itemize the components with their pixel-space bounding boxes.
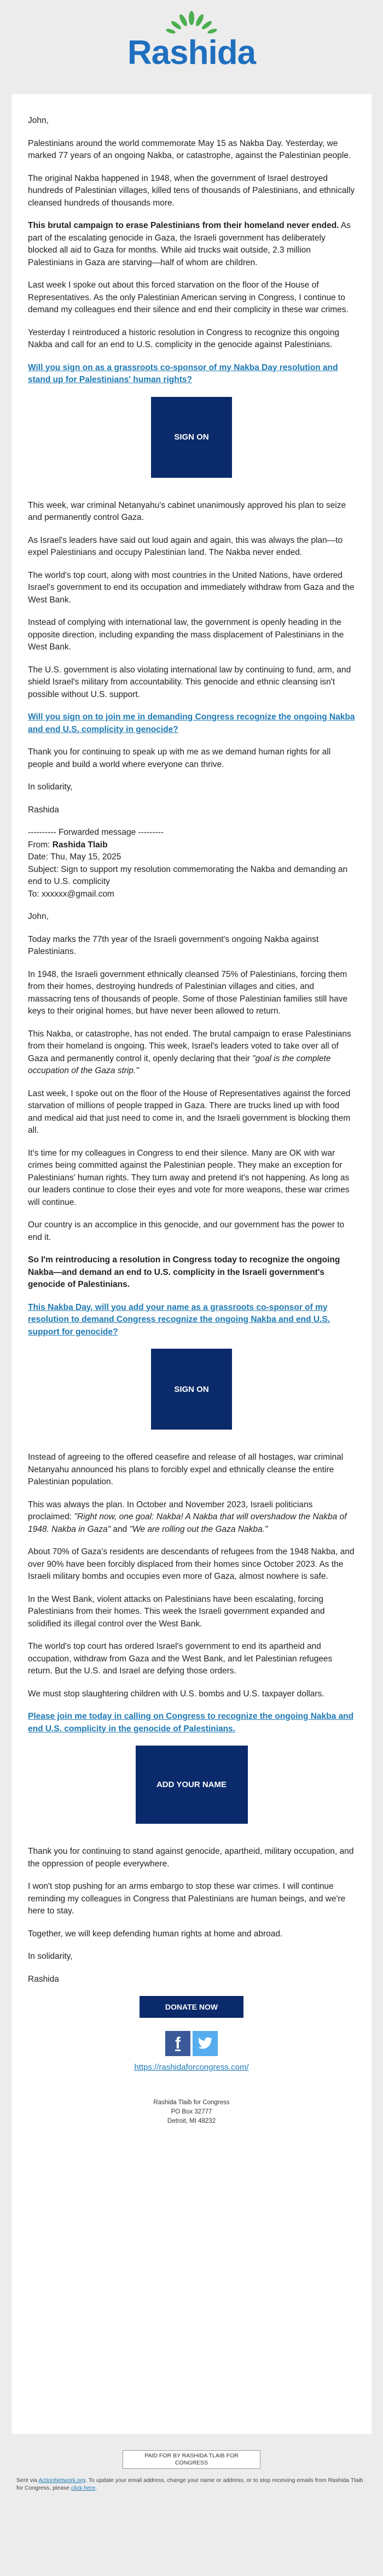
unsub-text: . bbox=[95, 2485, 97, 2491]
paragraph: Thank you for continuing to speak up with me as we demand human rights for all people and build a world where everyone can thrive. bbox=[28, 747, 331, 769]
paragraph-text: This was always the plan. In October and November 2023, Israeli politicians proclaimed: bbox=[28, 1500, 313, 1521]
salutation: John, bbox=[28, 912, 49, 921]
paragraph: Palestinians around the world commemorate May 15 as Nakba Day. Yesterday, we marked 77 years of an ongoing Nakba, or catastrophe, against the Palestinian people. bbox=[28, 138, 351, 160]
paragraph: Instead of complying with international law, the government is openly heading in the opposite direction, including expanding the mass displacement of Palestinians in the West Bank. bbox=[28, 618, 344, 652]
signature: Rashida bbox=[28, 805, 59, 815]
paragraph: It's time for my colleagues in Congress to end their silence. Many are OK with war crimes being committed against the Palestinian people. They make an exception for Palestinians' human rights. They turn away and pretend it's not happening. As long as our leaders continue to close their eyes and vote for more weapons, these war crimes will continue. bbox=[28, 1148, 350, 1207]
bold-text: So I'm reintroducing a resolution in Congress today to recognize the ongoing Nakba—and demand an end to U.S. complicity in the Israeli government's genocide of Palestinians. bbox=[28, 1255, 340, 1289]
quote-text: "goal is the complete occupation of the Gaza strip." bbox=[28, 1053, 331, 1075]
signature: Rashida bbox=[28, 1974, 59, 1984]
social-links bbox=[28, 2031, 355, 2056]
email-header bbox=[0, 0, 383, 82]
forward-separator: ---------- Forwarded message --------- bbox=[28, 828, 164, 837]
paragraph: About 70% of Gaza's residents are descendants of refugees from the 1948 Nakba, and over 90% have been forcibly displaced from their homes since October 2023. As the Israeli military bombs and occupies even more of Gaza, almost nowhere is safe. bbox=[28, 1547, 355, 1581]
donate-button[interactable]: DONATE NOW bbox=[140, 1996, 243, 2018]
quote-text: "Right now, one goal: Nakba! A Nakba that will overshadow the Nakba of 1948. Nakba in Gaza" bbox=[28, 1512, 347, 1534]
forward-from bbox=[28, 839, 355, 852]
quote-text: "We are rolling out the Gaza Nakba." bbox=[129, 1524, 268, 1534]
paragraph: Today marks the 77th year of the Israeli government's ongoing Nakba against Palestinians. bbox=[28, 934, 319, 956]
paragraph: I won't stop pushing for an arms embargo to stop these war crimes. I will continue reminding my colleagues in Congress that Palestinians are human beings, and we're here to stay. bbox=[28, 1882, 346, 1916]
donate-row bbox=[28, 1996, 355, 2018]
paragraph: In the West Bank, violent attacks on Palestinians have been escalating, forcing Palestinians from their homes. This week the Israeli government expanded and solidified its illegal control over the West Bank. bbox=[28, 1594, 325, 1629]
paragraph bbox=[28, 1254, 355, 1291]
website-link-row bbox=[28, 2063, 355, 2072]
unsubscribe-link[interactable]: click here bbox=[71, 2485, 96, 2491]
leaf-icon bbox=[161, 10, 222, 37]
join-link[interactable]: Will you sign on to join me in demanding Congress recognize the ongoing Nakba and end U.S. complicity in genocide? bbox=[28, 712, 355, 734]
paragraph: As Israel's leaders have said out loud again and again, this was always the plan—to expel Palestinians and occupy Palestinian land. The Nakba never ended. bbox=[28, 535, 343, 557]
forward-subject: Subject: Sign to support my resolution commemorating the Nakba and demanding an end to U.S. complicity bbox=[28, 864, 348, 886]
paragraph: This week, war criminal Netanyahu's cabinet unanimously approved his plan to seize and permanently control Gaza. bbox=[28, 500, 346, 522]
signoff: In solidarity, bbox=[28, 782, 73, 792]
add-your-name-button[interactable]: ADD YOUR NAME bbox=[136, 1746, 248, 1824]
forward-to: To: xxxxxx@gmail.com bbox=[28, 889, 114, 899]
paragraph: The U.S. government is also violating international law by continuing to fund, arm, and shield Israel's military from accountability. This genocide and ethnic cleansing isn't possible without U.S. support. bbox=[28, 665, 351, 699]
unsub-text: . To update your email address, change your name or address, or to stop receiving emails from Rashida Tlaib for Congress, please bbox=[16, 2477, 363, 2491]
forward-date: Date: Thu, May 15, 2025 bbox=[28, 852, 121, 862]
facebook-icon[interactable]: f bbox=[165, 2031, 190, 2056]
add-name-link[interactable]: This Nakba Day, will you add your name as a grassroots co-sponsor of my resolution to demand Congress recognize the ongoing Nakba and end U.S. support for genocide? bbox=[28, 1302, 330, 1337]
from-label: From: bbox=[28, 840, 50, 850]
paragraph: Together, we will keep defending human rights at home and abroad. bbox=[28, 1929, 283, 1939]
signoff: In solidarity, bbox=[28, 1952, 73, 1961]
unsubscribe-notice bbox=[16, 2477, 367, 2492]
paragraph: The original Nakba happened in 1948, when the government of Israel destroyed hundreds of Palestinian villages, killed tens of thousands of Palestinians, and ethnically cleansed hundreds of thousands more. bbox=[28, 173, 355, 208]
paid-for-notice: PAID FOR BY RASHIDA TLAIB FOR CONGRESS bbox=[123, 2450, 260, 2469]
twitter-bird-icon bbox=[198, 2037, 213, 2050]
paragraph: Thank you for continuing to stand against genocide, apartheid, military occupation, and the oppression of people everywhere. bbox=[28, 1847, 354, 1869]
paragraph bbox=[28, 1302, 355, 1339]
from-name: Rashida Tlaib bbox=[52, 840, 108, 850]
paragraph bbox=[28, 1711, 355, 1735]
paragraph-text: and bbox=[111, 1524, 130, 1534]
paragraph: In 1948, the Israeli government ethnically cleansed 75% of Palestinians, forcing them from their homes, destroying hundreds of Palestinian villages and cities, and massacring tens of thousands of people. Some of those Palestinian families still have keys to their original homes, but have never been allowed to return. bbox=[28, 969, 348, 1016]
address-line: Detroit, MI 48232 bbox=[167, 2118, 216, 2124]
paragraph: Instead of agreeing to the offered ceasefire and release of all hostages, war criminal Netanyahu announced his plans to forcibly expel and ethnically cleanse the entire Palestinian population. bbox=[28, 1453, 344, 1486]
button-row bbox=[28, 1746, 355, 1824]
logo-text: Rashida bbox=[127, 33, 256, 72]
brand-logo[interactable] bbox=[127, 10, 256, 72]
website-link[interactable]: https://rashidaforcongress.com/ bbox=[134, 2063, 249, 2072]
paragraph: Yesterday I reintroduced a historic resolution in Congress to recognize this ongoing Nakba and call for an end to U.S. complicity in the genocide against Palestinians. bbox=[28, 327, 339, 349]
address-line: PO Box 32777 bbox=[171, 2109, 212, 2115]
forwarded-header bbox=[28, 827, 355, 900]
twitter-icon[interactable] bbox=[193, 2031, 218, 2056]
paragraph-text: As part of the escalating genocide in Gaza, the Israeli government has deliberately blocked all aid to Gaza for months. While aid trucks wait outside, 2.3 million Palestinians in Gaza are starving—half of whom are children. bbox=[28, 221, 351, 267]
sign-on-button-2[interactable]: SIGN ON bbox=[151, 1349, 232, 1430]
paragraph bbox=[28, 220, 355, 269]
address-line: Rashida Tlaib for Congress bbox=[153, 2099, 230, 2106]
unsub-text: Sent via bbox=[16, 2477, 39, 2484]
bold-text: This brutal campaign to erase Palestinians from their homeland never ended. bbox=[28, 221, 339, 230]
paragraph bbox=[28, 1499, 355, 1536]
paragraph bbox=[28, 362, 355, 387]
paragraph bbox=[28, 1028, 355, 1078]
button-row bbox=[28, 1349, 355, 1430]
cosponsor-link[interactable]: Will you sign on as a grassroots co-sponsor of my Nakba Day resolution and stand up for Palestinians' human rights? bbox=[28, 362, 338, 384]
email-body bbox=[11, 94, 372, 2434]
paragraph: The world's top court, along with most countries in the United Nations, have ordered Israel's government to end its occupation and immediately withdraw from Gaza and the West Bank. bbox=[28, 570, 355, 605]
salutation: John, bbox=[28, 116, 49, 125]
paragraph bbox=[28, 711, 355, 736]
paragraph: Last week, I spoke out on the floor of the House of Representatives against the forced starvation of millions of people trapped in Gaza. There are trucks lined up with food and medical aid that just need to come in, and the Israeli government is blocking them all. bbox=[28, 1088, 351, 1135]
button-row bbox=[28, 397, 355, 478]
mailing-address bbox=[28, 2098, 355, 2126]
paragraph: Last week I spoke out about this forced starvation on the floor of the House of Representatives. As the only Palestinian American serving in Congress, I continue to demand my colleagues end their silence and end their complicity in these war crimes. bbox=[28, 280, 349, 314]
paragraph: Our country is an accomplice in this genocide, and our government has the power to end it. bbox=[28, 1220, 345, 1242]
sign-on-button[interactable]: SIGN ON bbox=[151, 397, 232, 478]
paragraph-text: This Nakba, or catastrophe, has not ended. The brutal campaign to erase Palestinians from their homeland is ongoing. This week, Israel's leaders voted to take over all of Gaza and permanently control it, openly declaring that their bbox=[28, 1029, 351, 1063]
paragraph: The world's top court has ordered Israel's government to end its apartheid and occupation, withdraw from Gaza and the West Bank, and let Palestinian refugees return. But the U.S. and Israel are defying those orders. bbox=[28, 1642, 333, 1676]
join-me-link[interactable]: Please join me today in calling on Congress to recognize the ongoing Nakba and end U.S. complicity in the genocide of Palestinians. bbox=[28, 1712, 354, 1734]
paragraph: We must stop slaughtering children with U.S. bombs and U.S. taxpayer dollars. bbox=[28, 1689, 324, 1699]
actionnetwork-link[interactable]: ActionNetwork.org bbox=[38, 2477, 86, 2484]
